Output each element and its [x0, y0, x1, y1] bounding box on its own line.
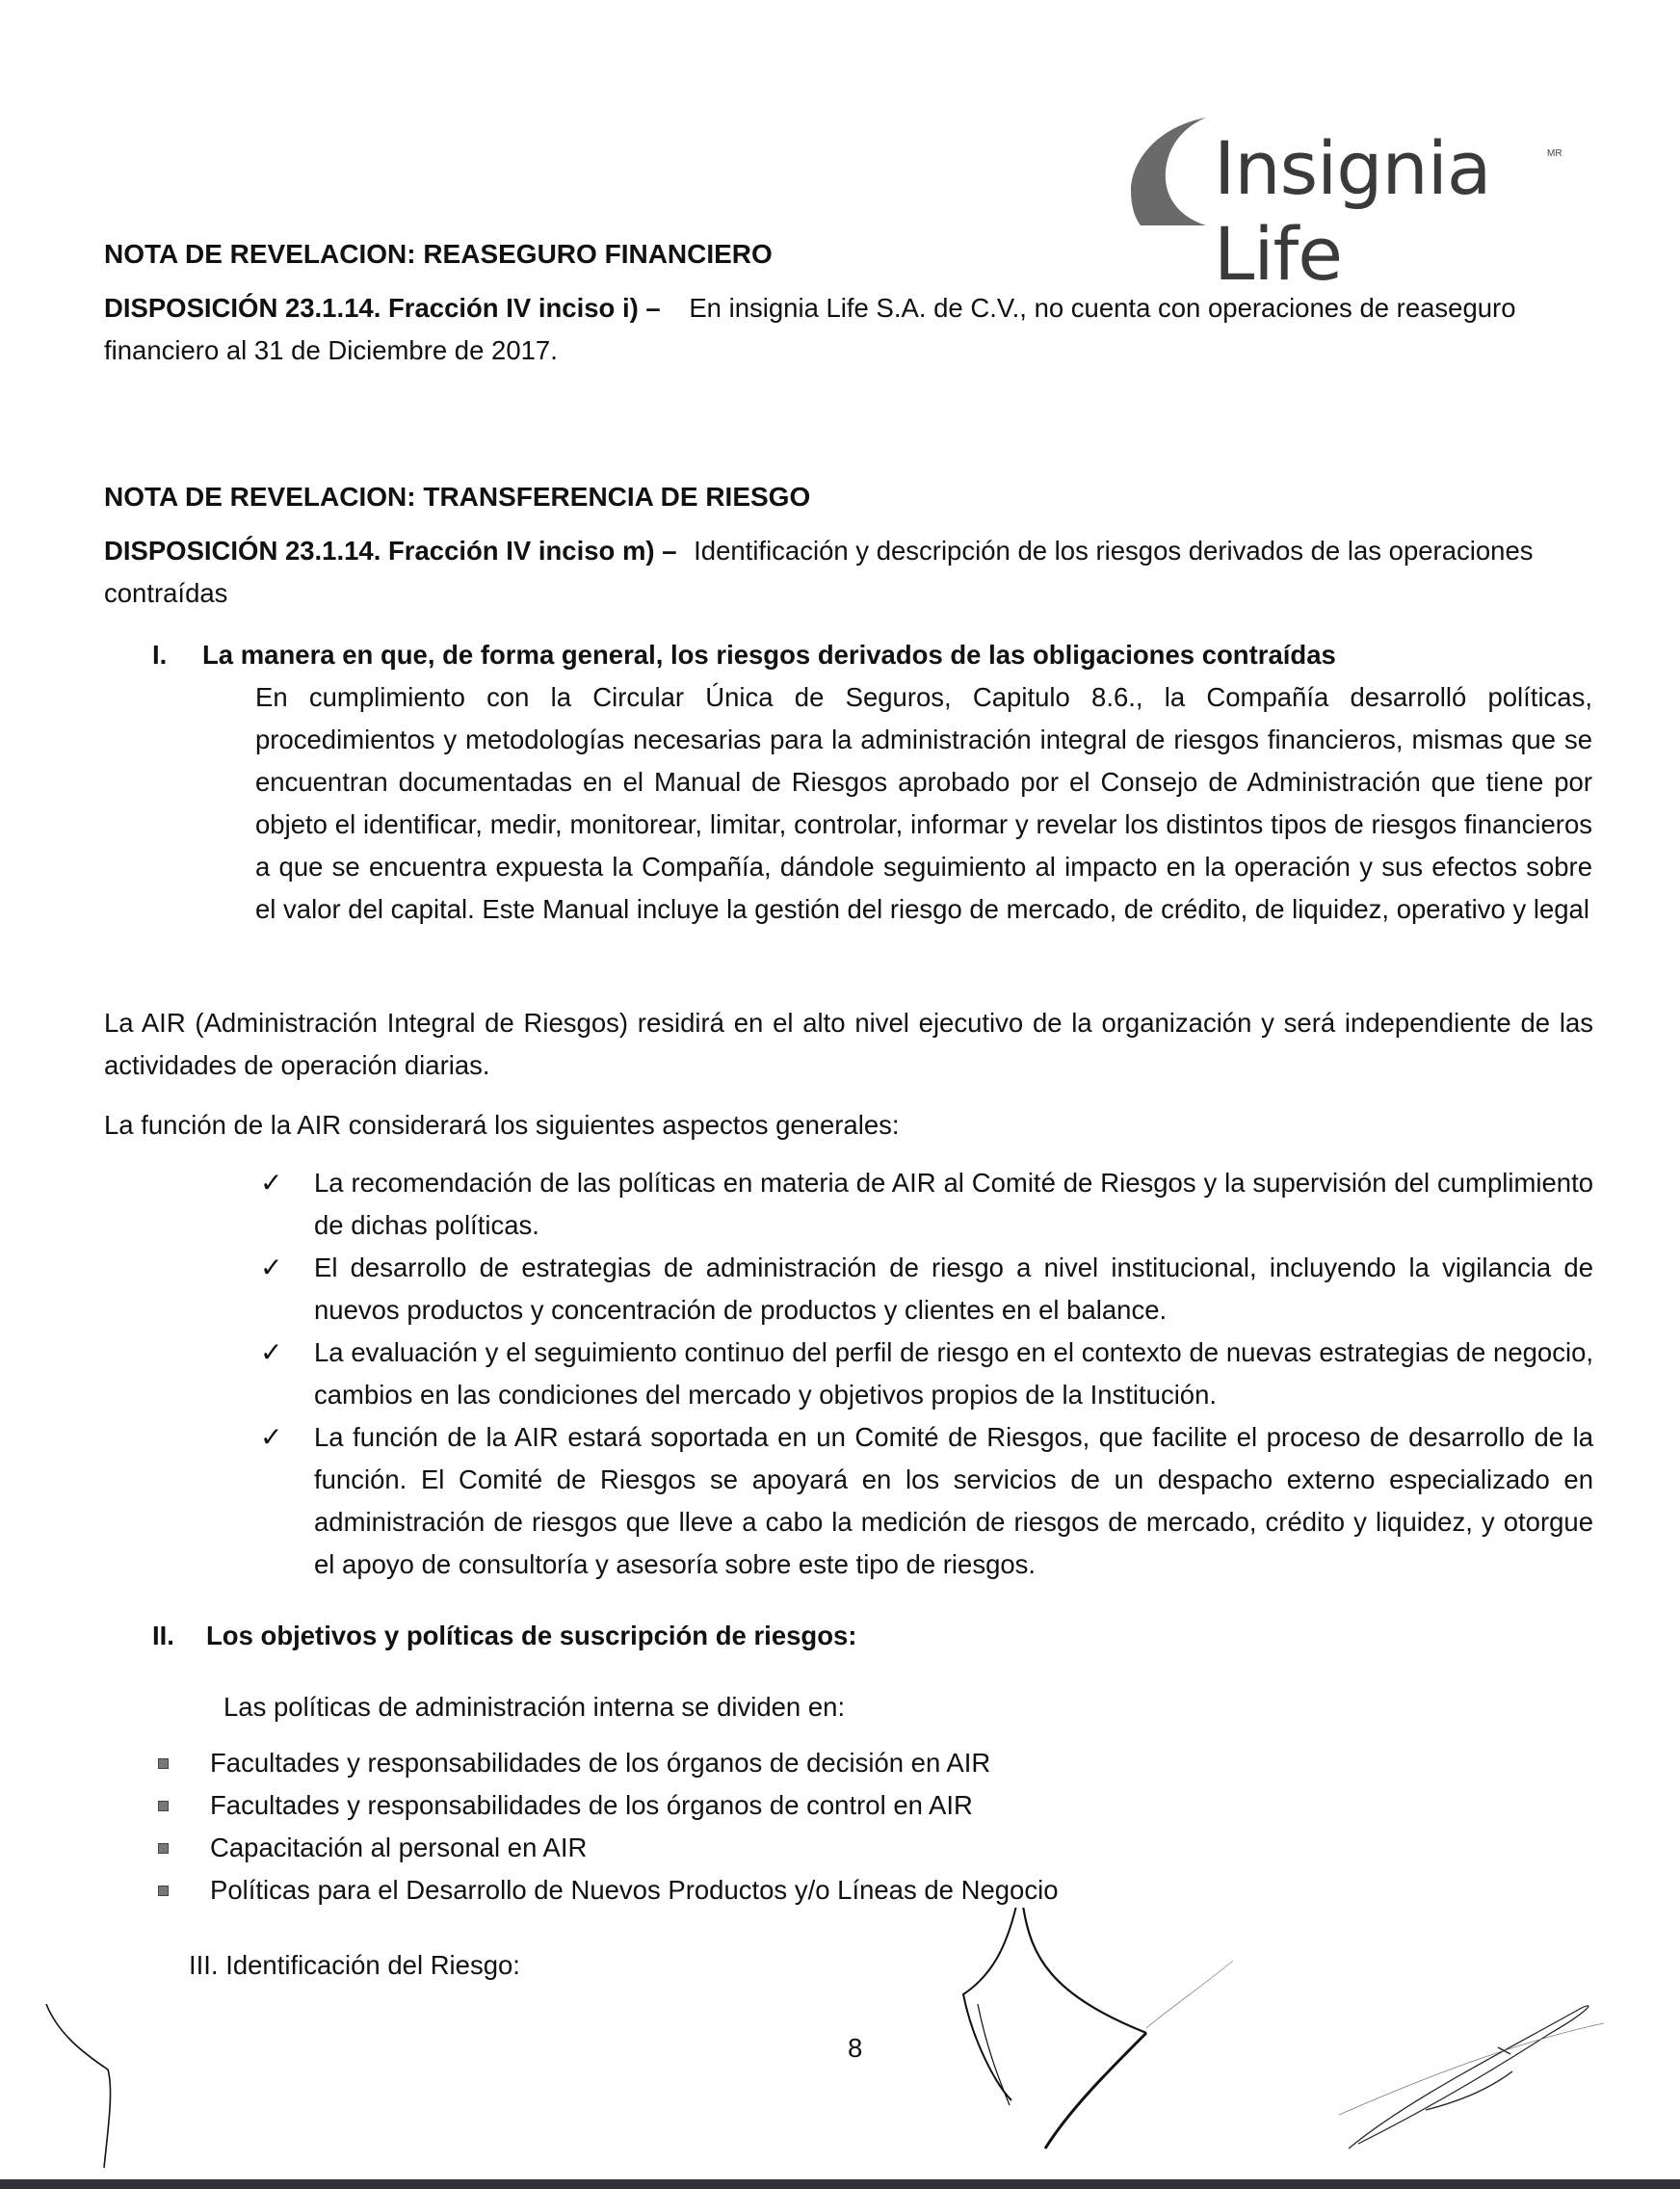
item-2-numeral: II. — [152, 1621, 174, 1650]
handwritten-signatures — [0, 1908, 1680, 2177]
check-icon: ✓ — [260, 1337, 283, 1367]
signature-right — [1339, 2006, 1604, 2149]
section-title-transferencia: NOTA DE REVELACION: TRANSFERENCIA DE RIESGO — [104, 482, 811, 512]
item-1-numeral: I. — [152, 640, 168, 670]
check-icon: ✓ — [260, 1422, 283, 1452]
check-icon: ✓ — [260, 1168, 283, 1198]
disposition-label: DISPOSICIÓN 23.1.14. Fracción IV inciso i) – — [104, 293, 661, 323]
item-1-heading: La manera en que, de forma general, los riesgos derivados de las obligaciones contraídas — [202, 640, 1336, 670]
square-bullet-icon — [158, 1758, 169, 1769]
air-paragraph: La AIR (Administración Integral de Riesgos) residirá en el alto nivel ejecutivo de la organización y será independiente de las actividades de operación diarias. — [104, 1008, 1593, 1080]
disposition-reaseguro — [104, 287, 1516, 330]
item-1-body: En cumplimiento con la Circular Única de Seguros, Capitulo 8.6., la Compañía desarrolló políticas, procedimientos y metodologías necesarias para la administración integral de riesgos financieros, mismas que se encuentran documentadas en el Manual de Riesgos aprobado por el Consejo de Administración que tiene por objeto el identificar, medir, monitorear, limitar, controlar, informar y revelar los distintos tipos de riesgos financieros a que se encuentra expuesta la Compañía, dándole seguimiento al impacto en la operación y sus efectos sobre el valor del capital. Este Manual incluye la gestión del riesgo de mercado, de crédito, de liquidez, operativo y legal — [255, 682, 1592, 924]
disposition-text-cont: financiero al 31 de Diciembre de 2017. — [104, 335, 558, 365]
company-logo — [1127, 114, 1570, 297]
scan-edge-bar — [0, 2179, 1680, 2189]
disposition-text: En insignia Life S.A. de C.V., no cuenta con operaciones de reaseguro — [689, 293, 1516, 323]
square-bullet-icon — [158, 1886, 169, 1896]
crescent-moon-icon — [1127, 114, 1214, 229]
disposition-transferencia — [104, 530, 1533, 572]
initials-left — [46, 2004, 111, 2168]
disposition-text-cont: contraídas — [104, 578, 228, 608]
item-2-intro: Las políticas de administración interna se dividen en: — [223, 1692, 846, 1722]
item-3-heading: III. Identificación del Riesgo: — [189, 1950, 520, 1980]
square-bullet-icon — [158, 1801, 169, 1811]
air-function-intro: La función de la AIR considerará los siguientes aspectos generales: — [104, 1110, 900, 1140]
square-bullet-icon — [158, 1843, 169, 1854]
disposition-text: Identificación y descripción de los riesgos derivados de las operaciones — [694, 536, 1534, 566]
check-icon: ✓ — [260, 1253, 283, 1282]
section-title-reaseguro: NOTA DE REVELACION: REASEGURO FINANCIERO — [104, 239, 773, 269]
page-number: 8 — [848, 2033, 863, 2063]
logo-trademark: MR — [1547, 148, 1562, 159]
disposition-label: DISPOSICIÓN 23.1.14. Fracción IV inciso m) – — [104, 536, 677, 566]
item-2-heading: Los objetivos y políticas de suscripción de riesgos: — [206, 1621, 857, 1650]
logo-brand-text: Insignia Life — [1214, 125, 1491, 297]
signature-center — [963, 1908, 1233, 2149]
